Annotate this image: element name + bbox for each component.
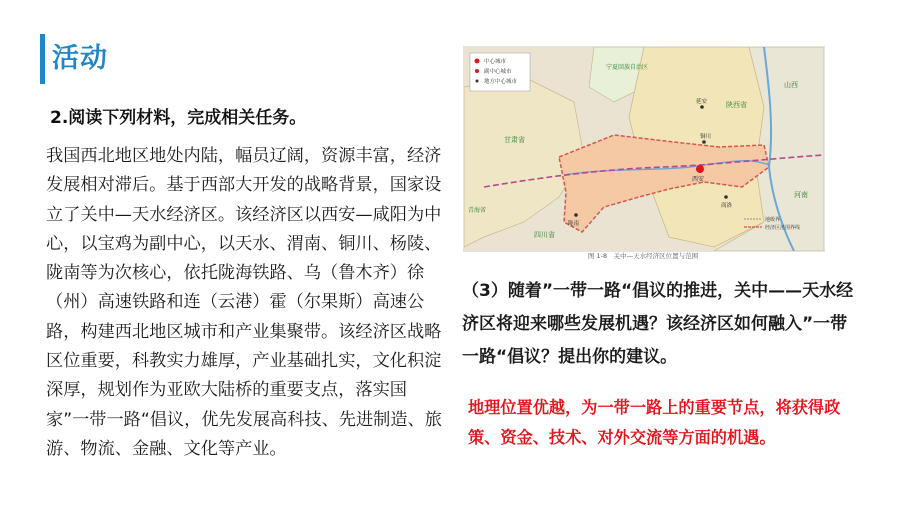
longnan-label: 陇南 bbox=[568, 221, 580, 227]
task-heading: 2.阅读下列材料，完成相关任务。 bbox=[50, 108, 307, 128]
map-graphic bbox=[464, 47, 824, 251]
legend-bottom-label: 经济区范围界线 bbox=[765, 225, 801, 231]
economic-zone-map bbox=[463, 46, 825, 252]
legend-center-city-icon bbox=[475, 59, 480, 64]
ningxia-label: 宁夏回族自治区 bbox=[606, 64, 649, 71]
yanan-marker bbox=[700, 105, 704, 109]
legend-bottom-label: 地级界 bbox=[765, 217, 781, 223]
xian-label: 西安 bbox=[692, 176, 705, 183]
shaanxi-label: 陕西省 bbox=[726, 101, 747, 109]
henan-label: 河南 bbox=[794, 191, 808, 199]
title-accent-bar bbox=[40, 34, 45, 84]
gansu-label: 甘肃省 bbox=[504, 136, 525, 144]
answer-text: 地理位置优越，为一带一路上的重要节点，将获得政策、资金、技术、对外交流等方面的机遇。 bbox=[468, 398, 841, 447]
tongchuan-marker bbox=[702, 140, 706, 144]
section-title: 活动 bbox=[52, 43, 108, 74]
tongchuan-label: 铜川 bbox=[700, 134, 712, 140]
legend-local-center-icon bbox=[476, 80, 479, 83]
qinghai-label: 青海省 bbox=[468, 207, 487, 214]
legend-label: 中心城市 bbox=[484, 59, 507, 65]
yanan-label: 延安 bbox=[696, 99, 708, 105]
longnan-marker bbox=[574, 213, 578, 217]
legend-label: 副中心城市 bbox=[484, 69, 512, 75]
legend-sub-center-icon bbox=[475, 69, 479, 73]
map-caption: 图 1-8 关中—天水经济区位置与范围 bbox=[587, 252, 699, 260]
material-paragraph: 我国西北地区地处内陆，幅员辽阔，资源丰富，经济发展相对滞后。基于西部大开发的战略背景，国家设立了关中—天水经济区。该经济区以西安—咸阳为中心，以宝鸡为副中心，以天水、渭南、铜川、杨陵、陇南等为次核心，依托陇海铁路、乌（鲁木齐）徐（州）高速铁路和连（云港）霍（尔果斯）高速公路，构建西北地区城市和产业集聚带。该经济区战略区位重要，科教实力雄厚，产业基础扎实，文化积淀深厚，规划作为亚欧大陆桥的重要支点，落实国家”一带一路“倡议，优先发展高科技、先进制造、旅游、物流、金融、文化等产业。 bbox=[46, 146, 442, 459]
xian-marker bbox=[696, 165, 704, 173]
sichuan-label: 四川省 bbox=[534, 231, 555, 239]
legend-label: 地方中心城市 bbox=[484, 79, 518, 85]
question-3: （3）随着”一带一路“倡议的推进，关中——天水经济区将迎来哪些发展机遇？该经济区如何融入”一带一路“倡议？提出你的建议。 bbox=[462, 281, 854, 367]
shanxi-label: 山西 bbox=[784, 81, 798, 89]
shangluo-label: 商洛 bbox=[721, 203, 733, 209]
shangluo-marker bbox=[724, 195, 728, 199]
